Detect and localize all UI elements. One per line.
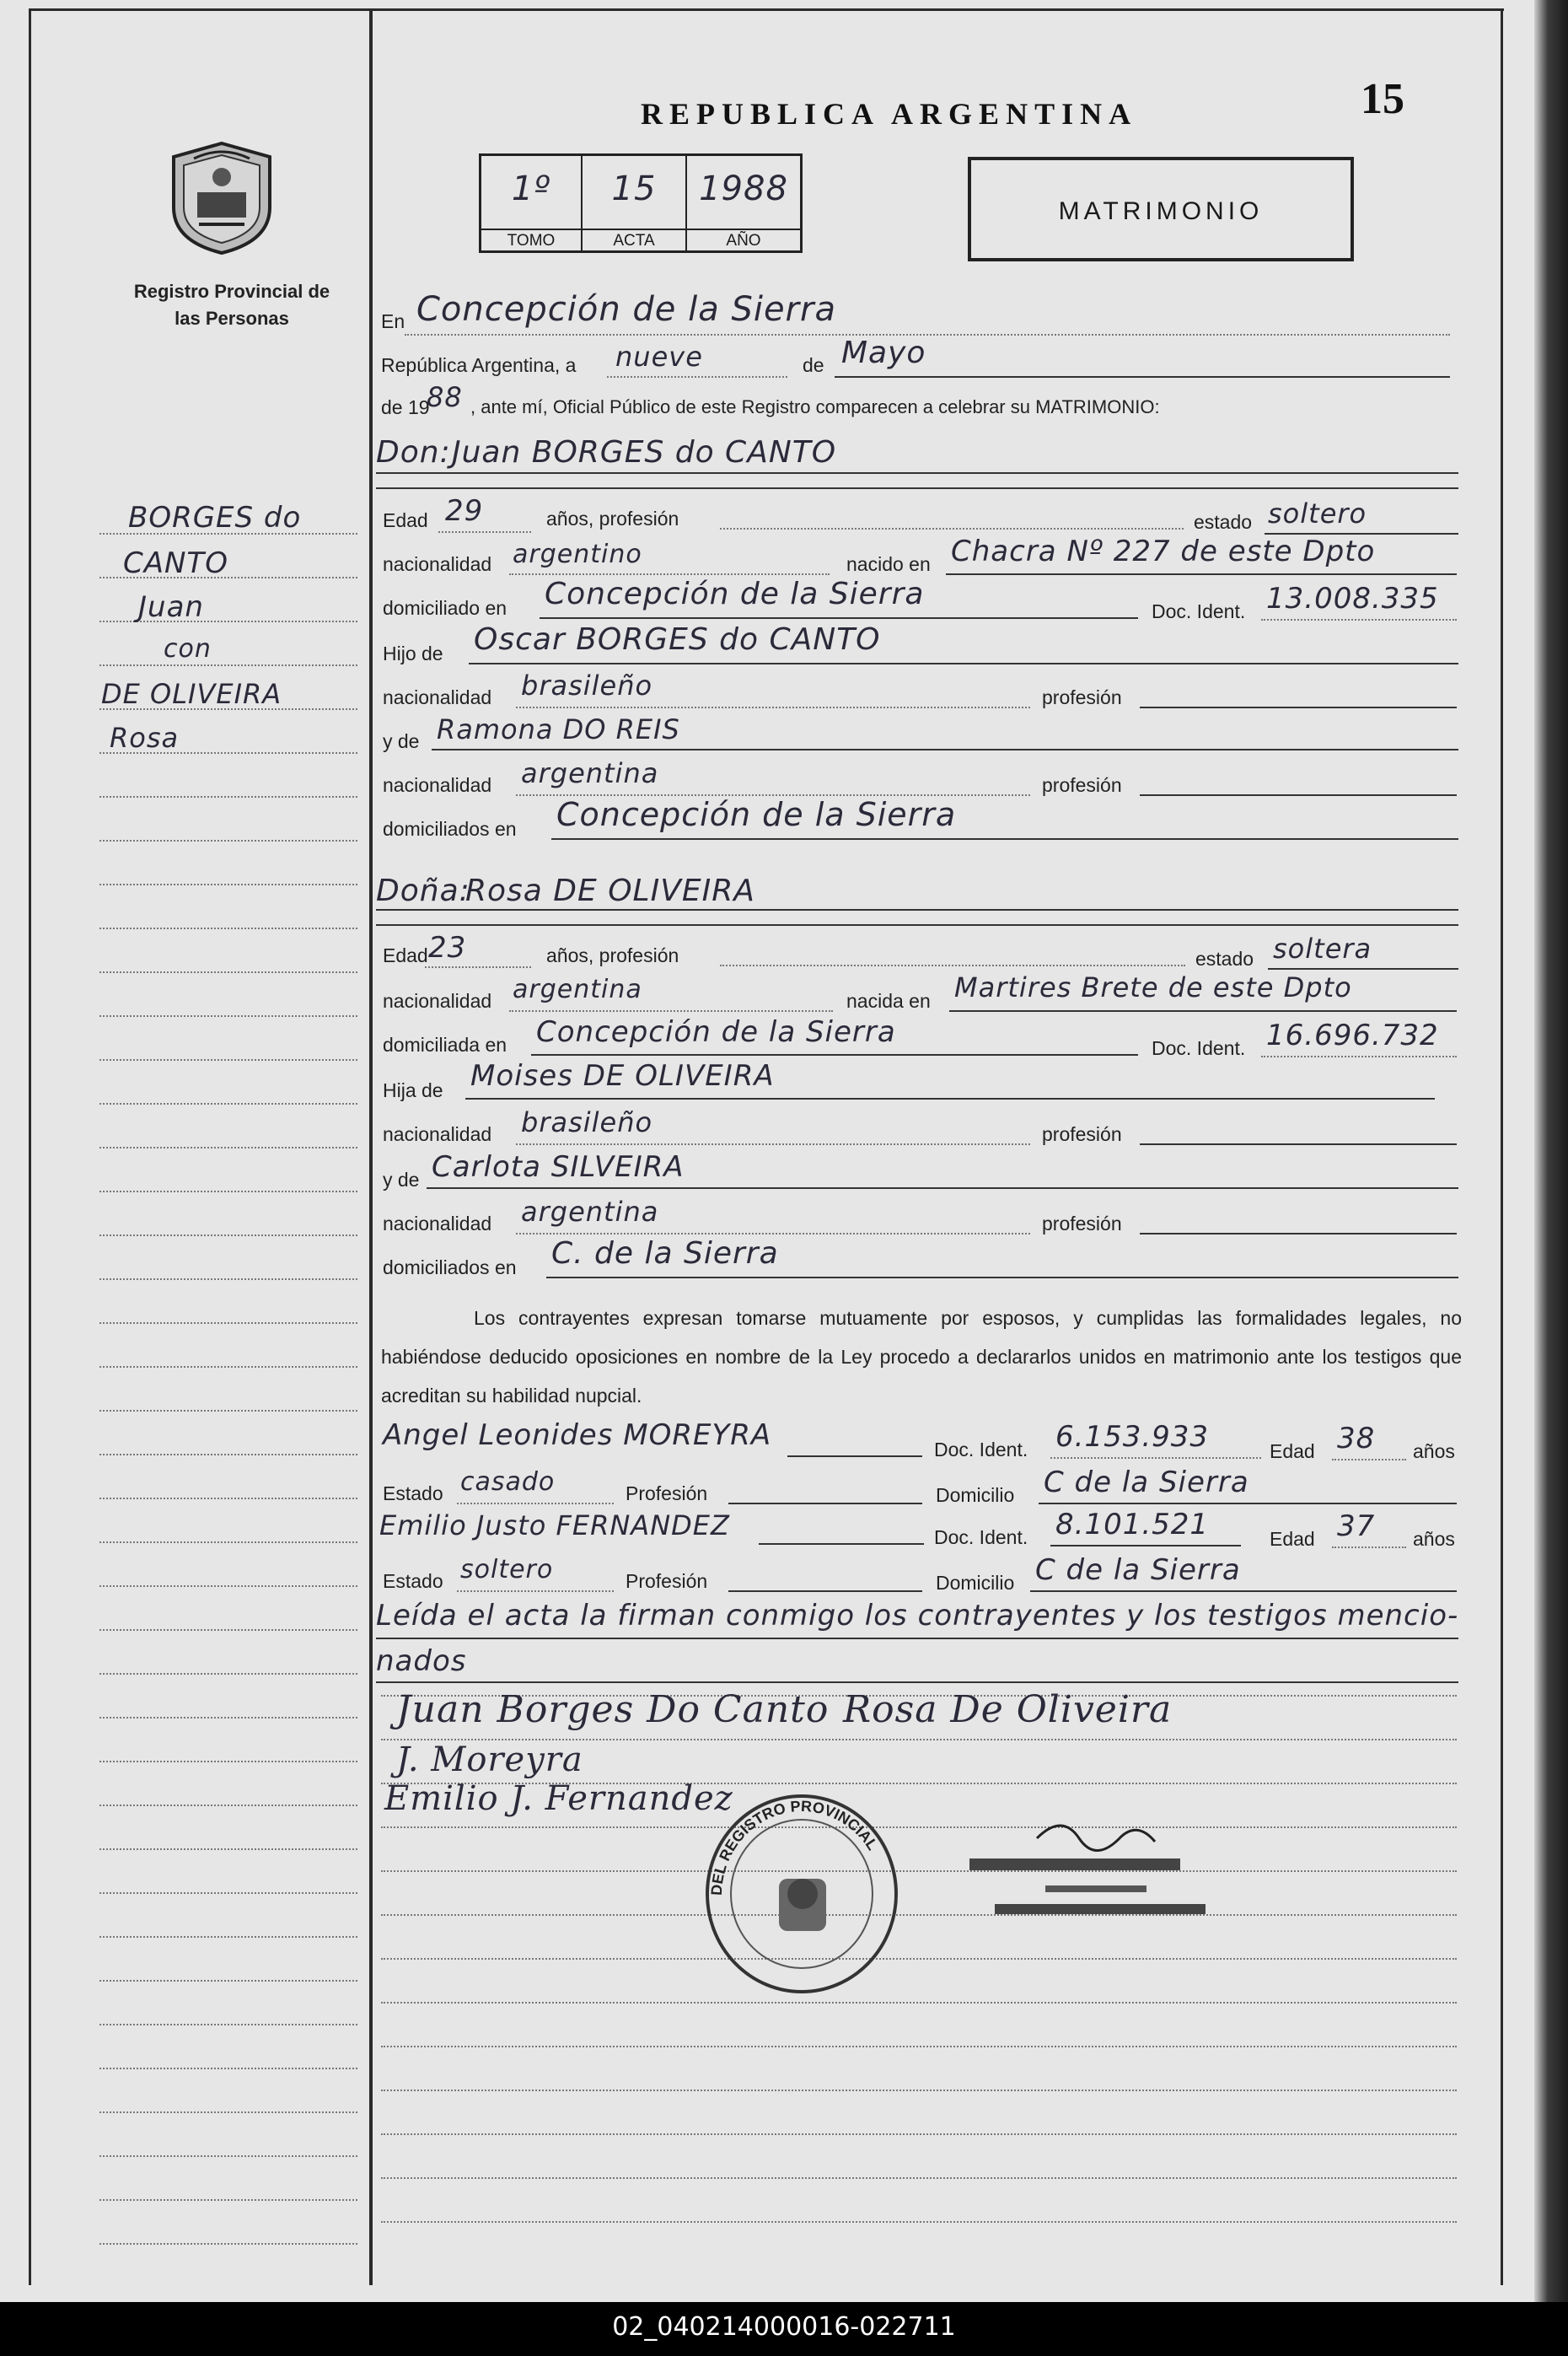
- groom-profesion-fill: [720, 528, 1184, 530]
- groom-padres-dom-label: domiciliados en: [383, 818, 517, 840]
- en-label: En: [381, 310, 405, 332]
- witness-2-name: Emilio Justo FERNANDEZ: [379, 1509, 730, 1541]
- groom-nacionalidad-label: nacionalidad: [383, 553, 492, 575]
- groom-nacido-label: nacido en: [846, 553, 931, 575]
- witness-1-doc-label: Doc. Ident.: [934, 1439, 1028, 1460]
- body-rule-line: [381, 1826, 1457, 1828]
- witness-2-name-fill: [759, 1543, 924, 1545]
- witness-1-name-fill: [787, 1455, 922, 1457]
- margin-rule-line: [99, 1410, 357, 1412]
- groom-doc-fill: [1261, 619, 1457, 621]
- witness-1-edad-fill: [1332, 1459, 1406, 1460]
- margin-rule-line: [99, 1103, 357, 1105]
- margin-note-given-name: Juan: [138, 590, 204, 624]
- margin-note-surname-1: BORGES do: [128, 501, 302, 535]
- groom-edad-label: Edad: [383, 509, 428, 531]
- bride-doc-fill: [1261, 1056, 1457, 1057]
- witness-1-estado-fill: [457, 1503, 614, 1504]
- groom-nacionalidad-fill: [509, 573, 830, 575]
- groom-profesion-label: años, profesión: [546, 508, 679, 530]
- witness-1-domicilio-value: C de la Sierra: [1044, 1466, 1249, 1499]
- margin-rule-line: [99, 2199, 357, 2201]
- margin-note-bride-surname: DE OLIVEIRA: [101, 678, 282, 710]
- page-number: 15: [1361, 75, 1404, 123]
- groom-padre-value: Oscar BORGES do CANTO: [474, 622, 881, 657]
- groom-padre-label: Hijo de: [383, 643, 443, 664]
- bride-madre-profesion-fill: [1140, 1233, 1457, 1234]
- margin-rule-line: [99, 2111, 357, 2113]
- groom-padre-nac-label: nacionalidad: [383, 686, 492, 708]
- groom-estado-label: estado: [1194, 511, 1253, 533]
- body-rule-line: [381, 2177, 1457, 2179]
- stamp-arc-text: DEL REGISTRO PROVINCIAL: [707, 1797, 882, 1896]
- closing-line-1-rule: [376, 1638, 1458, 1639]
- witness-2-anos-label: años: [1413, 1528, 1455, 1550]
- bride-padre-nac-fill: [516, 1143, 1030, 1145]
- groom-nacido-fill: [946, 573, 1457, 575]
- place-fill-line: [405, 334, 1450, 336]
- left-border-line: [29, 8, 31, 2285]
- witness-1-estado-label: Estado: [383, 1482, 443, 1504]
- month-fill-line: [835, 376, 1450, 378]
- groom-nacido-value: Chacra Nº 227 de este Dpto: [951, 535, 1376, 568]
- bride-domicilio-value: Concepción de la Sierra: [536, 1015, 896, 1049]
- groom-nacionalidad-value: argentino: [513, 540, 642, 569]
- anio-cell: [687, 156, 800, 250]
- groom-estado-value: soltero: [1268, 498, 1367, 530]
- bride-doc-label: Doc. Ident.: [1152, 1037, 1246, 1059]
- margin-rule-line: [99, 840, 357, 842]
- bride-nacionalidad-label: nacionalidad: [383, 990, 492, 1012]
- bride-madre-fill: [427, 1187, 1458, 1189]
- margin-rule-line: [99, 1191, 357, 1192]
- witness-2-doc-value: 8.101.521: [1055, 1508, 1210, 1541]
- signature-bride: Rosa De Oliveira: [843, 1688, 1173, 1731]
- margin-rule-line: [99, 1673, 357, 1675]
- country-title: REPUBLICA ARGENTINA: [641, 97, 1138, 131]
- margin-rule-line: [99, 1498, 357, 1499]
- tomo-label: TOMO: [481, 229, 581, 250]
- bride-padre-profesion-fill: [1140, 1143, 1457, 1145]
- bride-edad-fill: [425, 966, 531, 968]
- bride-madre-value: Carlota SILVEIRA: [432, 1150, 685, 1184]
- footer-file-code: 02_040214000016-022711: [612, 2312, 956, 2342]
- registry-stamp-icon: [696, 1778, 907, 1998]
- margin-rule-line: [99, 1454, 357, 1455]
- groom-edad-value: 29: [445, 494, 484, 528]
- bride-nacida-label: nacida en: [846, 990, 931, 1012]
- bride-padre-value: Moises DE OLIVEIRA: [470, 1059, 775, 1093]
- witness-2-edad-value: 37: [1337, 1509, 1376, 1543]
- witness-2-edad-fill: [1332, 1546, 1406, 1548]
- tomo-value: 1º: [511, 169, 551, 208]
- groom-madre-value: Ramona DO REIS: [437, 713, 680, 745]
- groom-madre-profesion-fill: [1140, 794, 1457, 796]
- margin-rule-line: [99, 664, 357, 666]
- witness-2-doc-fill: [1050, 1545, 1241, 1546]
- body-rule-line: [381, 2046, 1457, 2047]
- bride-padre-fill: [465, 1098, 1435, 1100]
- day-value: nueve: [615, 341, 703, 373]
- margin-rule-line: [99, 1278, 357, 1280]
- bride-madre-profesion-label: profesión: [1042, 1213, 1122, 1234]
- margin-rule-line: [99, 2024, 357, 2025]
- groom-padre-nac-value: brasileño: [521, 670, 653, 702]
- register-box: [479, 153, 803, 253]
- margin-rule-line: [99, 1980, 357, 1982]
- declaration-paragraph: Los contrayentes expresan tomarse mutuamente por esposos, y cumplidas las formalidades legales, no habiéndose deducido oposiciones en nombre de la Ley procedo a declararlos unidos en matrimonio ante los testigos que acreditan su habilidad nupcial.: [381, 1307, 1462, 1407]
- margin-rule-line: [99, 1059, 357, 1061]
- year-suffix-value: 88: [427, 381, 463, 413]
- groom-madre-nac-label: nacionalidad: [383, 774, 492, 796]
- anio-value: 1988: [699, 169, 788, 208]
- month-value: Mayo: [841, 336, 926, 370]
- groom-padre-profesion-fill: [1140, 707, 1457, 708]
- signature-witness-2: Emilio J. Fernandez: [384, 1779, 733, 1818]
- body-rule-line: [381, 2221, 1457, 2223]
- margin-note-bride-name: Rosa: [110, 722, 180, 754]
- witness-2-profesion-label: Profesión: [626, 1570, 708, 1592]
- groom-domicilio-label: domiciliado en: [383, 597, 507, 619]
- groom-madre-label: y de: [383, 730, 420, 752]
- place-value: Concepción de la Sierra: [416, 290, 836, 329]
- body-rule-line: [381, 1958, 1457, 1960]
- margin-rule-line: [99, 1717, 357, 1719]
- year-prefix-label: de 19: [381, 396, 430, 418]
- scan-edge: [1534, 0, 1568, 2302]
- margin-divider-line: [369, 8, 373, 2285]
- margin-note-con: con: [164, 634, 212, 664]
- body-rule-line: [381, 1914, 1457, 1916]
- month-de-label: de: [803, 354, 824, 376]
- witness-2-estado-value: soltero: [460, 1555, 554, 1584]
- groom-doc-label: Doc. Ident.: [1152, 600, 1246, 622]
- margin-rule-line: [99, 2243, 357, 2245]
- witness-1-edad-label: Edad: [1270, 1440, 1315, 1462]
- groom-name: Juan BORGES do CANTO: [452, 435, 837, 470]
- groom-padres-dom-fill: [551, 838, 1458, 840]
- bride-domicilio-label: domiciliada en: [383, 1034, 507, 1056]
- margin-rule-line: [99, 2155, 357, 2157]
- margin-rule-line: [99, 796, 357, 798]
- bride-estado-fill: [1268, 968, 1458, 970]
- witness-2-profesion-fill: [728, 1590, 922, 1592]
- witness-1-estado-value: casado: [460, 1467, 556, 1497]
- bride-name-line: [376, 909, 1458, 911]
- acta-cell: [583, 156, 687, 250]
- bride-nacida-value: Martires Brete de este Dpto: [954, 971, 1352, 1003]
- bride-title: Doña:: [376, 874, 470, 908]
- provincial-seal-icon: [165, 140, 278, 256]
- margin-rule-line: [99, 1761, 357, 1762]
- bride-madre-nac-fill: [516, 1233, 1030, 1234]
- groom-madre-fill: [432, 749, 1458, 750]
- bride-madre-nac-value: argentina: [521, 1196, 659, 1228]
- registry-name: Registro Provincial de las Personas: [133, 281, 330, 329]
- witness-1-domicilio-label: Domicilio: [936, 1484, 1015, 1506]
- witness-2-domicilio-fill: [1030, 1590, 1457, 1592]
- body-rule-line: [381, 1870, 1457, 1872]
- witness-1-profesion-label: Profesión: [626, 1482, 708, 1504]
- bride-nacionalidad-fill: [509, 1010, 833, 1012]
- margin-rule-line: [99, 1015, 357, 1017]
- bride-edad-label: Edad: [383, 944, 428, 966]
- bride-profesion-label: años, profesión: [546, 944, 679, 966]
- groom-padres-dom-value: Concepción de la Sierra: [556, 796, 957, 833]
- bride-padres-dom-value: C. de la Sierra: [551, 1236, 779, 1271]
- witness-1-doc-value: 6.153.933: [1055, 1420, 1210, 1454]
- witness-2-domicilio-label: Domicilio: [936, 1572, 1015, 1594]
- intro-text: , ante mí, Oficial Público de este Registro comparecen a celebrar su MATRIMONIO:: [470, 396, 1160, 417]
- bride-padre-label: Hija de: [383, 1079, 443, 1101]
- witness-1-anos-label: años: [1413, 1440, 1455, 1462]
- closing-line-1: Leída el acta la firman conmigo los contrayentes y los testigos mencio-: [376, 1599, 1459, 1633]
- bride-edad-value: 23: [428, 931, 467, 965]
- closing-line-2-rule: [376, 1681, 1458, 1683]
- closing-line-2: nados: [376, 1644, 467, 1678]
- groom-name-line-2: [376, 487, 1458, 489]
- bride-estado-label: estado: [1195, 948, 1254, 970]
- witness-1-name: Angel Leonides MOREYRA: [383, 1418, 772, 1452]
- margin-rule-line: [99, 1541, 357, 1543]
- groom-domicilio-fill: [540, 617, 1138, 619]
- republica-label: República Argentina, a: [381, 354, 577, 376]
- margin-rule-line: [99, 1366, 357, 1368]
- margin-rule-line: [99, 971, 357, 973]
- witness-2-estado-fill: [457, 1590, 614, 1592]
- margin-rule-line: [99, 1629, 357, 1631]
- witness-1-edad-value: 38: [1337, 1422, 1376, 1455]
- body-rule-line: [381, 2090, 1457, 2091]
- official-signature-icon: [969, 1805, 1239, 1939]
- bride-padres-dom-label: domiciliados en: [383, 1256, 517, 1278]
- right-border-line: [1501, 8, 1503, 2285]
- margin-rule-line: [99, 2068, 357, 2069]
- bride-profesion-fill: [720, 965, 1185, 966]
- body-rule-line: [381, 2002, 1457, 2004]
- signature-witness-1: J. Moreyra: [396, 1740, 583, 1779]
- bride-name-line-2: [376, 924, 1458, 926]
- bride-nacionalidad-value: argentina: [513, 975, 642, 1004]
- bride-padre-nac-value: brasileño: [521, 1106, 653, 1138]
- bride-padres-dom-fill: [546, 1277, 1458, 1278]
- witness-1-domicilio-fill: [1039, 1503, 1457, 1504]
- groom-title: Don:: [376, 435, 451, 470]
- witness-2-estado-label: Estado: [383, 1570, 443, 1592]
- margin-rule-line: [99, 928, 357, 929]
- act-type-box: [968, 157, 1354, 261]
- margin-rule-line: [99, 1147, 357, 1148]
- day-fill-line: [607, 376, 787, 378]
- margin-rule-line: [99, 1805, 357, 1806]
- bride-name: Rosa DE OLIVEIRA: [465, 874, 755, 908]
- bride-doc-value: 16.696.732: [1266, 1019, 1439, 1052]
- groom-padre-fill: [469, 663, 1458, 664]
- bride-nacida-fill: [949, 1010, 1457, 1012]
- tomo-cell: [481, 156, 583, 250]
- bride-padre-nac-label: nacionalidad: [383, 1123, 492, 1145]
- margin-rule-line: [99, 1322, 357, 1324]
- groom-domicilio-value: Concepción de la Sierra: [545, 577, 925, 611]
- groom-madre-nac-value: argentina: [521, 757, 659, 789]
- bride-madre-label: y de: [383, 1169, 420, 1191]
- anio-label: AÑO: [687, 229, 800, 250]
- acta-label: ACTA: [583, 229, 685, 250]
- bride-estado-value: soltera: [1273, 933, 1372, 965]
- margin-rule-line: [99, 1936, 357, 1938]
- margin-rule-line: [99, 884, 357, 885]
- signature-groom: Juan Borges Do Canto: [396, 1688, 830, 1731]
- witness-2-domicilio-value: C de la Sierra: [1035, 1553, 1241, 1587]
- witness-1-doc-fill: [1050, 1457, 1261, 1459]
- witness-2-doc-label: Doc. Ident.: [934, 1526, 1028, 1548]
- bride-padre-profesion-label: profesión: [1042, 1123, 1122, 1145]
- act-type-label: MATRIMONIO: [1058, 197, 1264, 225]
- groom-padre-nac-fill: [516, 707, 1030, 708]
- margin-note-surname-2: CANTO: [123, 546, 228, 580]
- bride-madre-nac-label: nacionalidad: [383, 1213, 492, 1234]
- margin-rule-line: [99, 1848, 357, 1850]
- witness-1-profesion-fill: [728, 1503, 922, 1504]
- groom-padre-profesion-label: profesión: [1042, 686, 1122, 708]
- bride-domicilio-fill: [531, 1054, 1138, 1056]
- groom-name-line: [376, 472, 1458, 474]
- groom-madre-profesion-label: profesión: [1042, 774, 1122, 796]
- acta-value: 15: [611, 169, 657, 208]
- body-rule-line: [381, 2133, 1457, 2135]
- witness-2-edad-label: Edad: [1270, 1528, 1315, 1550]
- groom-edad-fill: [438, 531, 531, 533]
- margin-rule-line: [99, 1585, 357, 1587]
- margin-rule-line: [99, 1892, 357, 1894]
- margin-rule-line: [99, 1234, 357, 1236]
- groom-doc-value: 13.008.335: [1266, 582, 1439, 616]
- top-border-line: [29, 8, 1504, 11]
